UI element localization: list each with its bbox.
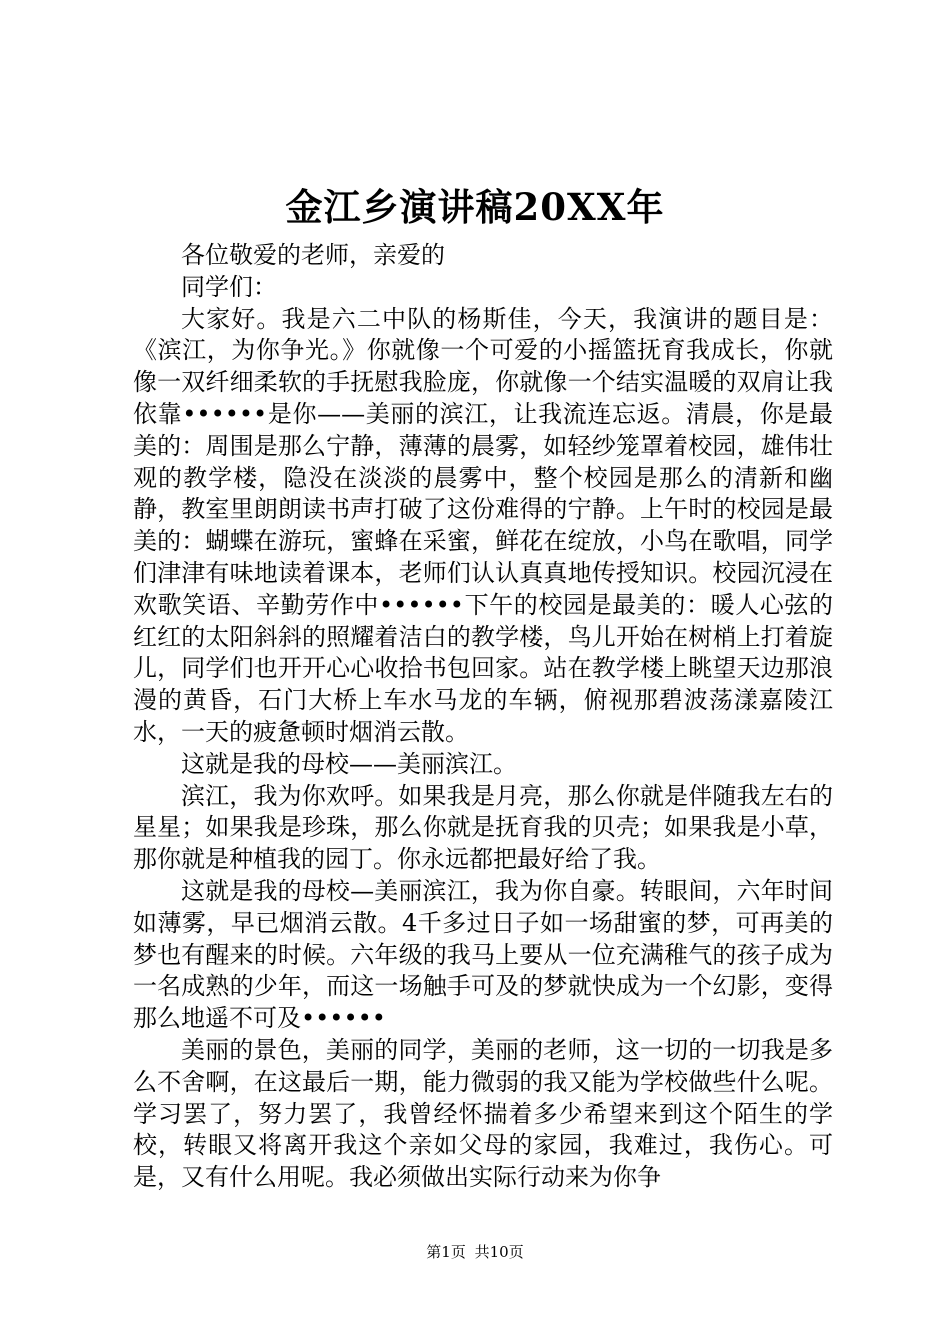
paragraph: 这就是我的母校—美丽滨江，我为你自豪。转眼间，六年时间如薄雾，早已烟消云散。4千多过日子如一场甜蜜的梦，可再美的梦也有醒来的时候。六年级的我马上要从一位充满稚气的孩子成为一名成熟的少年，而这一场触手可及的梦就快成为一个幻影，变得那么地遥不可及•••••• [133,876,833,1033]
page-footer [0,1242,950,1262]
paragraph: 同学们： [181,272,277,301]
paragraph: 美丽的景色，美丽的同学，美丽的老师，这一切的一切我是多么不舍啊，在这最后一期，能力微弱的我又能为学校做些什么呢。学习罢了，努力罢了，我曾经怀揣着多少希望来到这个陌生的学校，转眼又将离开我这个亲如父母的家园，我难过，我伤心。可是，又有什么用呢。我必须做出实际行动来为你争 [133,1035,833,1192]
document-title: 金江乡演讲稿20XX年 [285,185,665,229]
paragraph: 滨江，我为你欢呼。如果我是月亮，那么你就是伴随我左右的星星；如果我是珍珠，那么你就是抚育我的贝壳；如果我是小草，那你就是种植我的园丁。你永远都把最好给了我。 [133,781,833,874]
paragraph: 大家好。我是六二中队的杨斯佳，今天，我演讲的题目是：《滨江，为你争光。》你就像一个可爱的小摇篮抚育我成长，你就像一双纤细柔软的手抚慰我脸庞，你就像一个结实温暖的双肩让我依靠••••••是你——美丽的滨江，让我流连忘返。清晨，你是最美的：周围是那么宁静，薄薄的晨雾，如轻纱笼罩着校园，雄伟壮观的教学楼，隐没在淡淡的晨雾中，整个校园是那么的清新和幽静，教室里朗朗读书声打破了这份难得的宁静。上午时的校园是最美的：蝴蝶在游玩，蜜蜂在采蜜，鲜花在绽放，小鸟在歌唱，同学们津津有味地读着课本，老师们认认真真地传授知识。校园沉浸在欢歌笑语、辛勤劳作中••••••下午的校园是最美的：暖人心弦的红红的太阳斜斜的照耀着洁白的教学楼，鸟儿开始在树梢上打着旋儿，同学们也开开心心收拾书包回家。站在教学楼上眺望天边那浪漫的黄昏，石门大桥上车水马龙的车辆，俯视那碧波荡漾嘉陵江水，一天的疲惫顿时烟消云散。 [133,304,833,746]
page-number: 第1页 [426,1243,466,1261]
document-body [133,240,833,1194]
paragraph: 各位敬爱的老师，亲爱的 [181,241,445,269]
page-total: 共10页 [474,1243,524,1261]
paragraph: 这就是我的母校——美丽滨江。 [181,749,517,778]
